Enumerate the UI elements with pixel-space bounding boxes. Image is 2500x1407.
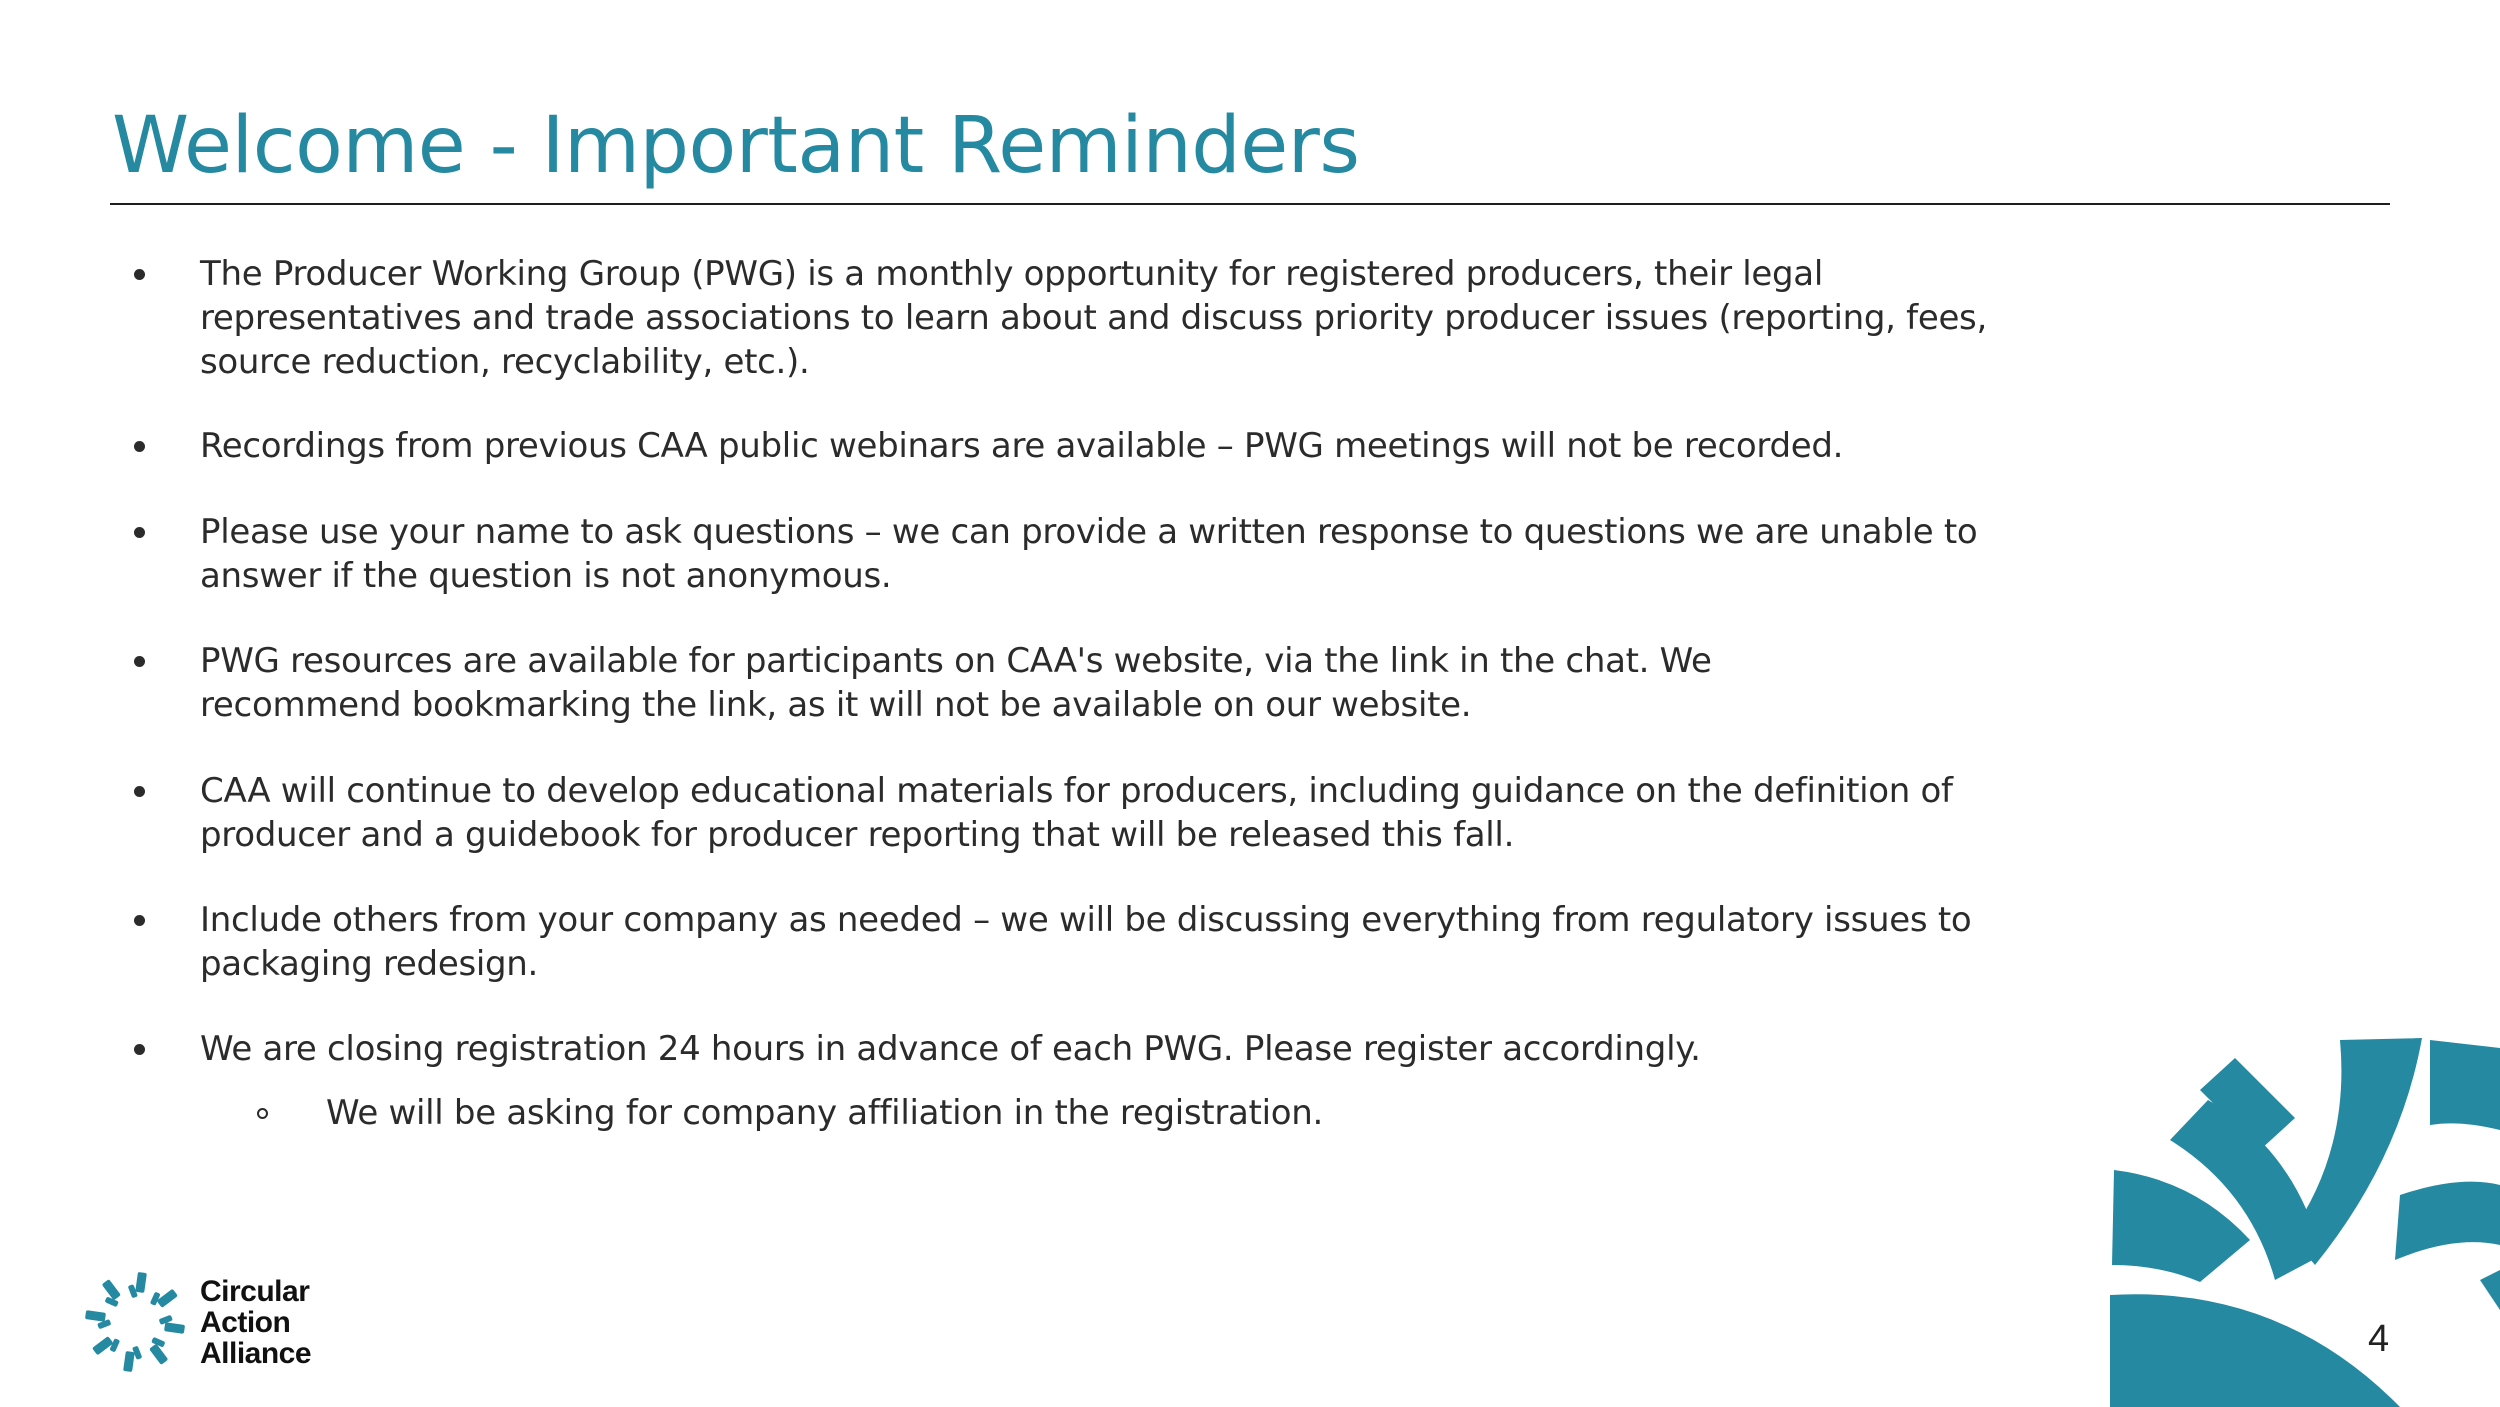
bullet-dot-icon xyxy=(134,269,145,280)
bullet-text: The Producer Working Group (PWG) is a monthly opportunity for registered producers, their legal representatives and trade associations to learn about and discuss priority producer issues (reporting, fees, source reduction, recyclability, etc.). xyxy=(200,254,1987,382)
circular-burst-logo-icon xyxy=(80,1270,190,1375)
brand-line: Alliance xyxy=(200,1337,312,1370)
slide-title: Welcome - Important Reminders xyxy=(112,101,1360,191)
bullet-text: Include others from your company as needed – we will be discussing everything from regulatory issues to packaging redesign. xyxy=(200,900,1972,984)
bullet-text: CAA will continue to develop educational materials for producers, including guidance on the definition of producer and a guidebook for producer reporting that will be released this fall. xyxy=(200,771,1953,855)
bullet-dot-icon xyxy=(134,915,145,926)
bullet-item xyxy=(200,898,2060,986)
bullet-text: Recordings from previous CAA public webinars are available – PWG meetings will not be recorded. xyxy=(200,426,1844,466)
brand-line: Action xyxy=(200,1306,291,1339)
bullet-text: PWG resources are available for participants on CAA's website, via the link in the chat. We recommend bookmarking the link, as it will not be available on our website. xyxy=(200,641,1712,725)
bullet-dot-icon xyxy=(134,1044,145,1055)
bullet-item xyxy=(200,1027,2060,1071)
bullet-item xyxy=(200,252,2060,384)
sub-bullet-item xyxy=(326,1091,2026,1135)
sub-bullet-circle-icon xyxy=(257,1108,268,1119)
bullet-dot-icon xyxy=(134,656,145,667)
bullet-dot-icon xyxy=(134,527,145,538)
bullet-text: We are closing registration 24 hours in advance of each PWG. Please register accordingly. xyxy=(200,1029,1701,1069)
bullet-item xyxy=(200,510,2060,598)
sub-bullet-text: We will be asking for company affiliation in the registration. xyxy=(326,1093,1323,1133)
bullet-dot-icon xyxy=(134,786,145,797)
decorative-arc-graphic-icon xyxy=(2100,1020,2500,1407)
bullet-item xyxy=(200,769,2060,857)
bullet-item xyxy=(200,424,2060,468)
page-number: 4 xyxy=(2368,1318,2390,1360)
brand-line: Circular xyxy=(200,1275,310,1308)
bullet-item xyxy=(200,639,1900,727)
bullet-text: Please use your name to ask questions – we can provide a written response to questions we are unable to answer if the question is not anonymous. xyxy=(200,512,1978,596)
brand-wordmark xyxy=(200,1276,311,1369)
bullet-dot-icon xyxy=(134,441,145,452)
